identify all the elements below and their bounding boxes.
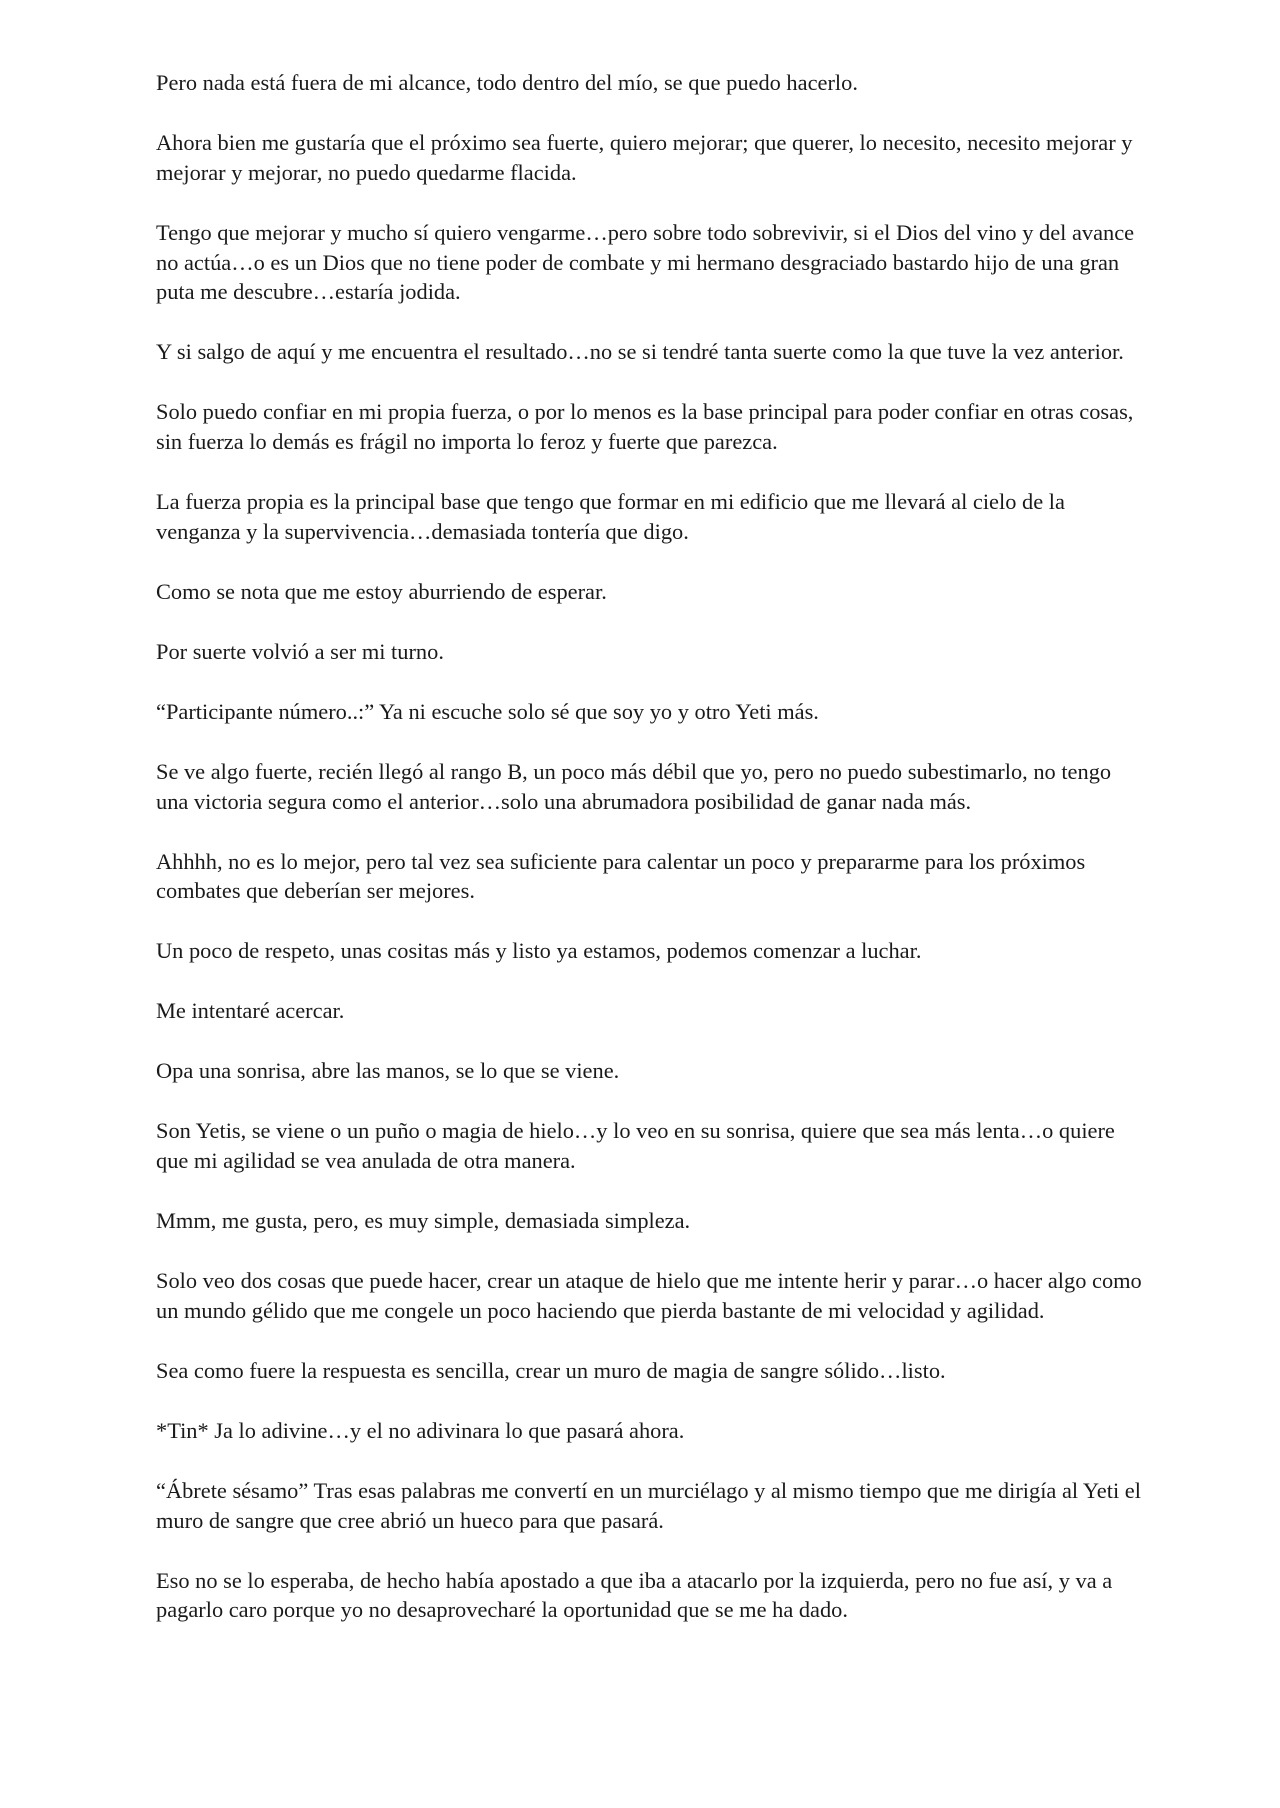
paragraph-21: Eso no se lo esperaba, de hecho había apostado a que iba a atacarlo por la izquierda, pero no fue así, y va a pagarlo caro porque yo no desaprovecharé la oportunidad que se me ha dado.: [156, 1567, 1113, 1623]
paragraph-18: Sea como fuere la respuesta es sencilla, crear un muro de magia de sangre sólido…listo.: [156, 1357, 946, 1383]
paragraph-20: “Ábrete sésamo” Tras esas palabras me convertí en un murciélago y al mismo tiempo que me dirigía al Yeti el muro de sangre que cree abrió un hueco para que pasará.: [156, 1477, 1141, 1533]
paragraph-19: *Tin* Ja lo adivine…y el no adivinara lo que pasará ahora.: [156, 1417, 685, 1443]
paragraph-2: Ahora bien me gustaría que el próximo sea fuerte, quiero mejorar; que querer, lo necesito, necesito mejorar y mejorar y mejorar, no puedo quedarme flacida.: [156, 129, 1133, 185]
paragraph-16: Mmm, me gusta, pero, es muy simple, demasiada simpleza.: [156, 1208, 691, 1234]
document-page: [156, 68, 1146, 1655]
paragraph-9: “Participante número..:” Ya ni escuche solo sé que soy yo y otro Yeti más.: [156, 698, 819, 724]
paragraph-17: Solo veo dos cosas que puede hacer, crear un ataque de hielo que me intente herir y parar…o hacer algo como un mundo gélido que me congele un poco haciendo que pierda bastante de mi velocidad y agilidad.: [156, 1268, 1142, 1323]
paragraph-4: Y si salgo de aquí y me encuentra el resultado…no se si tendré tanta suerte como la que tuve la vez anterior.: [156, 339, 1124, 365]
paragraph-12: Un poco de respeto, unas cositas más y listo ya estamos, podemos comenzar a luchar.: [156, 938, 922, 964]
paragraph-7: Como se nota que me estoy aburriendo de esperar.: [156, 578, 607, 604]
paragraph-10: Se ve algo fuerte, recién llegó al rango B, un poco más débil que yo, pero no puedo subestimarlo, no tengo una victoria segura como el anterior…solo una abrumadora posibilidad de ganar nada más.: [156, 758, 1112, 814]
paragraph-13: Me intentaré acercar.: [156, 998, 345, 1024]
paragraph-8: Por suerte volvió a ser mi turno.: [156, 638, 444, 664]
paragraph-6: La fuerza propia es la principal base que tengo que formar en mi edificio que me llevará al cielo de la venganza y la supervivencia…demasiada tontería que digo.: [156, 489, 1065, 544]
paragraph-11: Ahhhh, no es lo mejor, pero tal vez sea suficiente para calentar un poco y prepararme para los próximos combates que deberían ser mejores.: [156, 848, 1086, 904]
paragraph-3: Tengo que mejorar y mucho sí quiero vengarme…pero sobre todo sobrevivir, si el Dios del vino y del avance no actúa…o es un Dios que no tiene poder de combate y mi hermano desgraciado bastardo hijo de una gran puta me descubre…estaría jodida.: [156, 219, 1135, 305]
paragraph-5: Solo puedo confiar en mi propia fuerza, o por lo menos es la base principal para poder confiar en otras cosas, sin fuerza lo demás es frágil no importa lo feroz y fuerte que parezca.: [156, 399, 1134, 455]
paragraph-14: Opa una sonrisa, abre las manos, se lo que se viene.: [156, 1058, 620, 1084]
paragraph-1: Pero nada está fuera de mi alcance, todo dentro del mío, se que puedo hacerlo.: [156, 70, 858, 95]
paragraph-15: Son Yetis, se viene o un puño o magia de hielo…y lo veo en su sonrisa, quiere que sea más lenta…o quiere que mi agilidad se vea anulada de otra manera.: [156, 1118, 1115, 1174]
